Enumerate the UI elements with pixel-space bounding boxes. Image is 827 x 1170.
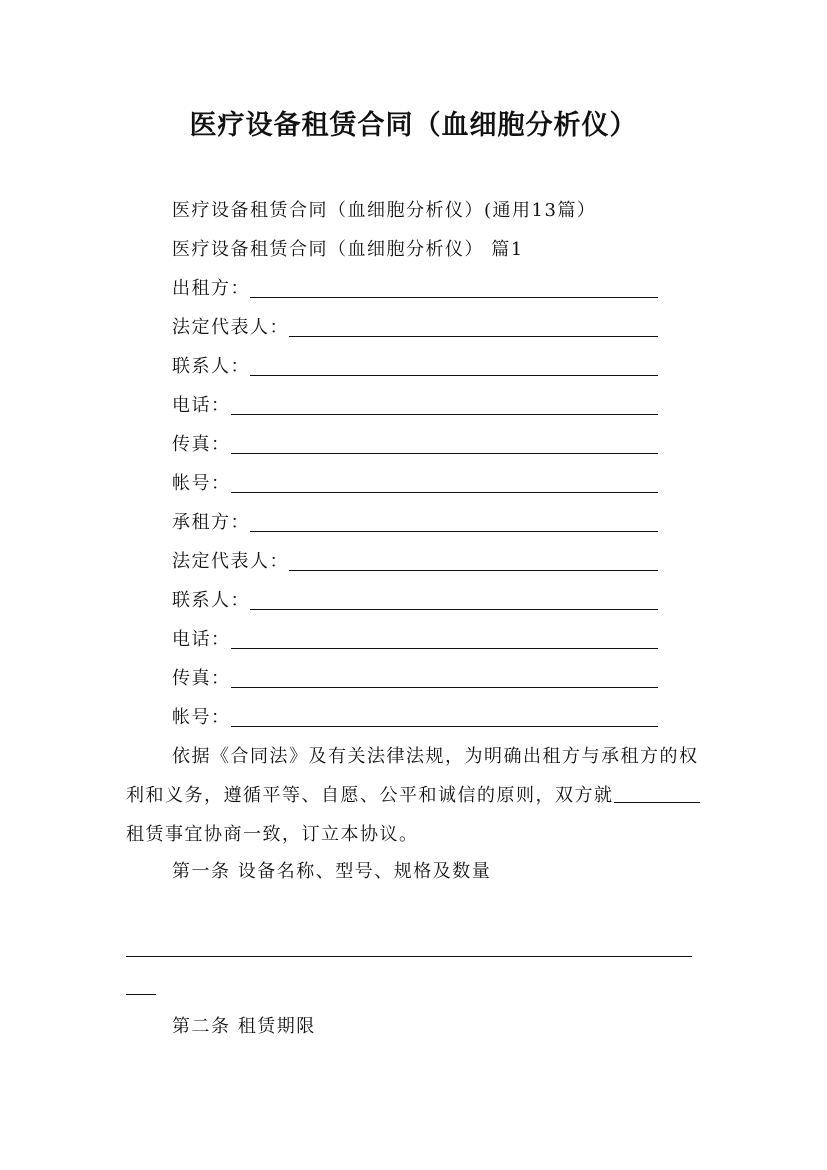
equipment-blank-line bbox=[126, 956, 692, 957]
blank-line bbox=[231, 708, 659, 727]
lessee-legal-rep-field bbox=[172, 550, 658, 574]
intro-text-part2: 租赁事宜协商一致，订立本协议。 bbox=[126, 824, 419, 845]
section-heading: 医疗设备租赁合同（血细胞分析仪） 篇1 bbox=[172, 239, 524, 260]
blank-line bbox=[250, 279, 658, 298]
document-title: 医疗设备租赁合同（血细胞分析仪） bbox=[189, 110, 638, 141]
field-label: 帐号： bbox=[172, 473, 231, 494]
lessor-fax-field bbox=[172, 433, 658, 457]
equipment-blank-line-continued bbox=[126, 994, 156, 995]
blank-line bbox=[231, 396, 659, 415]
article-2-heading: 第二条 租赁期限 bbox=[172, 1016, 316, 1037]
field-label: 出租方： bbox=[172, 278, 250, 299]
blank-line bbox=[231, 669, 659, 688]
field-label: 传真： bbox=[172, 434, 231, 455]
lessee-name-field bbox=[172, 511, 658, 535]
blank-line bbox=[250, 513, 658, 532]
field-label: 联系人： bbox=[172, 590, 250, 611]
field-label: 承租方： bbox=[172, 512, 250, 533]
blank-line bbox=[231, 435, 659, 454]
blank-line bbox=[250, 591, 658, 610]
field-label: 传真： bbox=[172, 668, 231, 689]
document-subtitle: 医疗设备租赁合同（血细胞分析仪）(通用13篇） bbox=[172, 200, 597, 221]
lessee-account-field bbox=[172, 706, 658, 730]
field-label: 法定代表人： bbox=[172, 317, 289, 338]
inline-blank-line bbox=[614, 784, 700, 803]
intro-text-part1: 依据《合同法》及有关法律法规，为明确出租方与承租方的权利和义务，遵循平等、自愿、公平和诚信的原则，双方就 bbox=[126, 746, 699, 806]
lessee-phone-field bbox=[172, 628, 658, 652]
field-label: 联系人： bbox=[172, 356, 250, 377]
lessor-name-field bbox=[172, 277, 658, 301]
blank-line bbox=[289, 552, 658, 571]
lessor-account-field bbox=[172, 472, 658, 496]
field-label: 帐号： bbox=[172, 707, 231, 728]
blank-line bbox=[231, 474, 659, 493]
blank-line bbox=[231, 630, 659, 649]
article-1-heading: 第一条 设备名称、型号、规格及数量 bbox=[172, 861, 492, 882]
intro-paragraph bbox=[126, 737, 706, 854]
field-label: 法定代表人： bbox=[172, 551, 289, 572]
lessor-contact-field bbox=[172, 355, 658, 379]
blank-line bbox=[250, 357, 658, 376]
field-label: 电话： bbox=[172, 629, 231, 650]
field-label: 电话： bbox=[172, 395, 231, 416]
lessor-legal-rep-field bbox=[172, 316, 658, 340]
lessee-fax-field bbox=[172, 667, 658, 691]
blank-line bbox=[289, 318, 658, 337]
lessor-phone-field bbox=[172, 394, 658, 418]
lessee-contact-field bbox=[172, 589, 658, 613]
